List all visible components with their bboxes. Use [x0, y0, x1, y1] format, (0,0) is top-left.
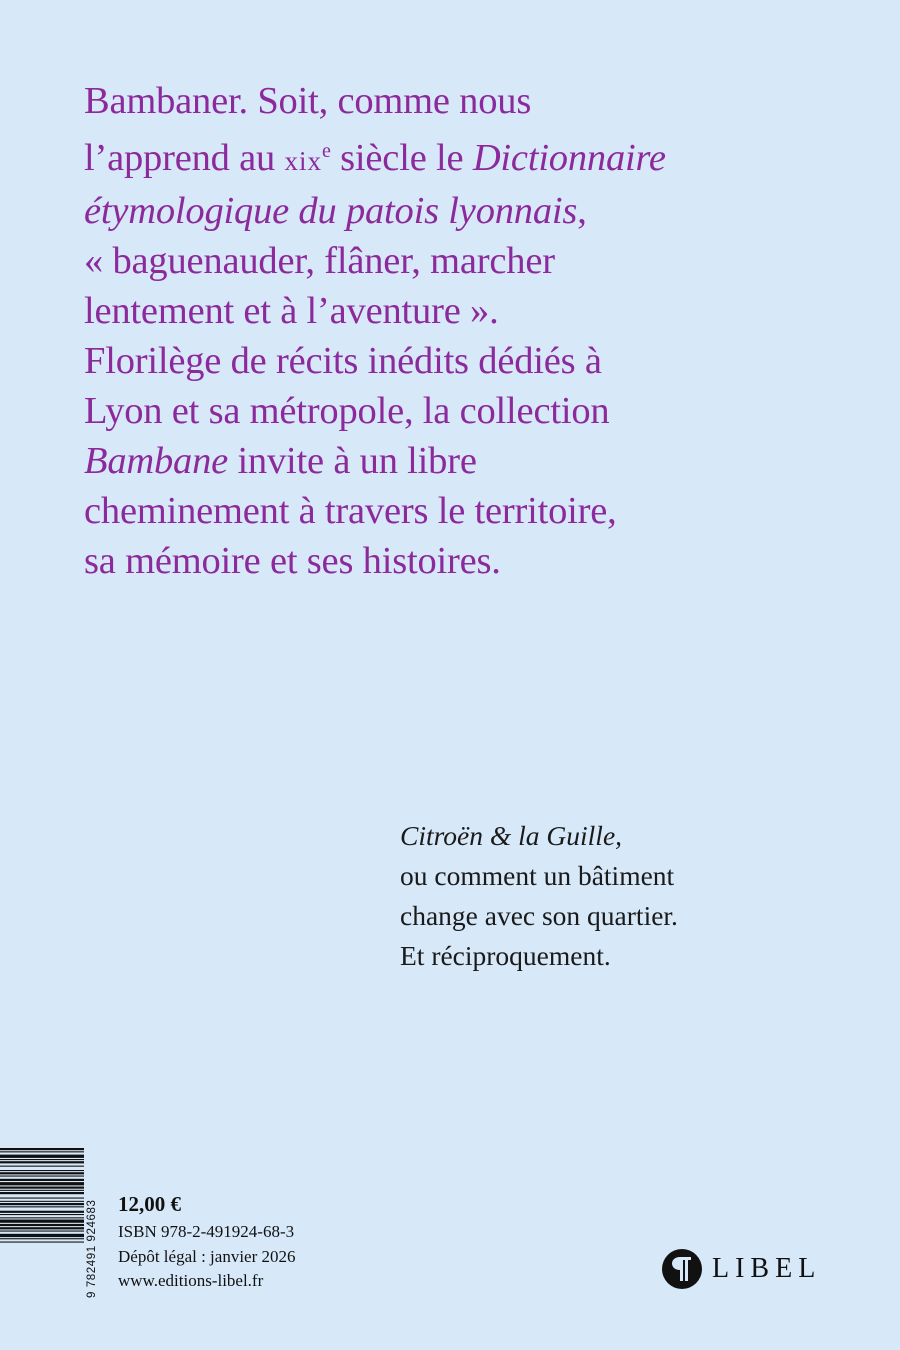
blurb-line: Florilège de récits inédits dédiés à — [84, 340, 602, 382]
barcode-bar — [0, 1166, 84, 1167]
dictionary-title: étymologique du patois lyonnais — [84, 190, 578, 232]
barcode-bar — [0, 1242, 84, 1243]
barcode-bar — [0, 1220, 84, 1223]
barcode-bar — [0, 1203, 84, 1205]
dictionary-title: Dictionnaire — [472, 137, 666, 179]
barcode-bar — [0, 1155, 84, 1158]
blurb-line: sa mémoire et ses histoires. — [84, 540, 501, 582]
barcode-bar — [0, 1148, 84, 1150]
publisher-name: LIBEL — [712, 1253, 822, 1284]
barcode-bar — [0, 1176, 84, 1177]
barcode-bar — [0, 1217, 84, 1218]
blurb-line: étymologique du patois lyonnais, — [84, 190, 587, 232]
blurb-line: Bambane invite à un libre — [84, 440, 477, 482]
collection-name: Bambane — [84, 440, 229, 482]
blurb-line: l’apprend au xix$^e$ siècle le Dictionnaire — [84, 137, 666, 179]
barcode-bar — [0, 1159, 84, 1160]
barcode-bar — [0, 1214, 84, 1215]
pilcrow-icon — [662, 1249, 702, 1289]
barcode-bar — [0, 1211, 84, 1213]
barcode-bar — [0, 1201, 84, 1202]
book-tagline — [400, 816, 820, 976]
blurb-line: Lyon et sa métropole, la collection — [84, 390, 610, 432]
barcode-bar — [0, 1231, 84, 1232]
blurb-line: lentement et à l’aventure ». — [84, 290, 499, 332]
pilcrow-glyph — [671, 1256, 693, 1282]
website: www.editions-libel.fr — [118, 1271, 264, 1290]
century-numeral: xix — [284, 146, 323, 176]
barcode-bar — [0, 1151, 84, 1152]
isbn: ISBN 978-2-491924-68-3 — [118, 1222, 295, 1241]
blurb-line: Bambaner. Soit, comme nous — [84, 80, 532, 122]
barcode-bar — [0, 1190, 84, 1191]
barcode-bar — [0, 1234, 84, 1237]
barcode-bar — [0, 1224, 84, 1226]
book-title: Citroën & la Guille, — [400, 820, 623, 851]
barcode-bar — [0, 1227, 84, 1229]
publication-info — [118, 1188, 296, 1294]
barcode-bar — [0, 1182, 84, 1185]
barcode-bar — [0, 1161, 84, 1163]
isbn-barcode — [0, 1148, 84, 1298]
barcode-bar — [0, 1206, 84, 1207]
blurb-line: « baguenauder, flâner, marcher — [84, 240, 555, 282]
barcode-bar — [0, 1179, 84, 1181]
barcode-digits: 9 782491 924683 — [86, 1199, 98, 1298]
price: 12,00 € — [118, 1192, 181, 1216]
barcode-bar — [0, 1187, 84, 1189]
collection-blurb — [84, 76, 804, 586]
barcode-bar — [0, 1198, 84, 1199]
publisher-logo — [662, 1248, 821, 1290]
barcode-bar — [0, 1172, 84, 1174]
tagline-line: change avec son quartier. — [400, 900, 678, 931]
legal-deposit: Dépôt légal : janvier 2026 — [118, 1246, 296, 1266]
century-superscript: e — [322, 140, 331, 162]
tagline-line: ou comment un bâtiment — [400, 860, 675, 891]
barcode-bar — [0, 1170, 84, 1171]
blurb-line: cheminement à travers le territoire, — [84, 490, 617, 532]
tagline-line: Et réciproquement. — [400, 940, 611, 971]
barcode-bar — [0, 1192, 84, 1194]
barcode-bar — [0, 1238, 84, 1239]
